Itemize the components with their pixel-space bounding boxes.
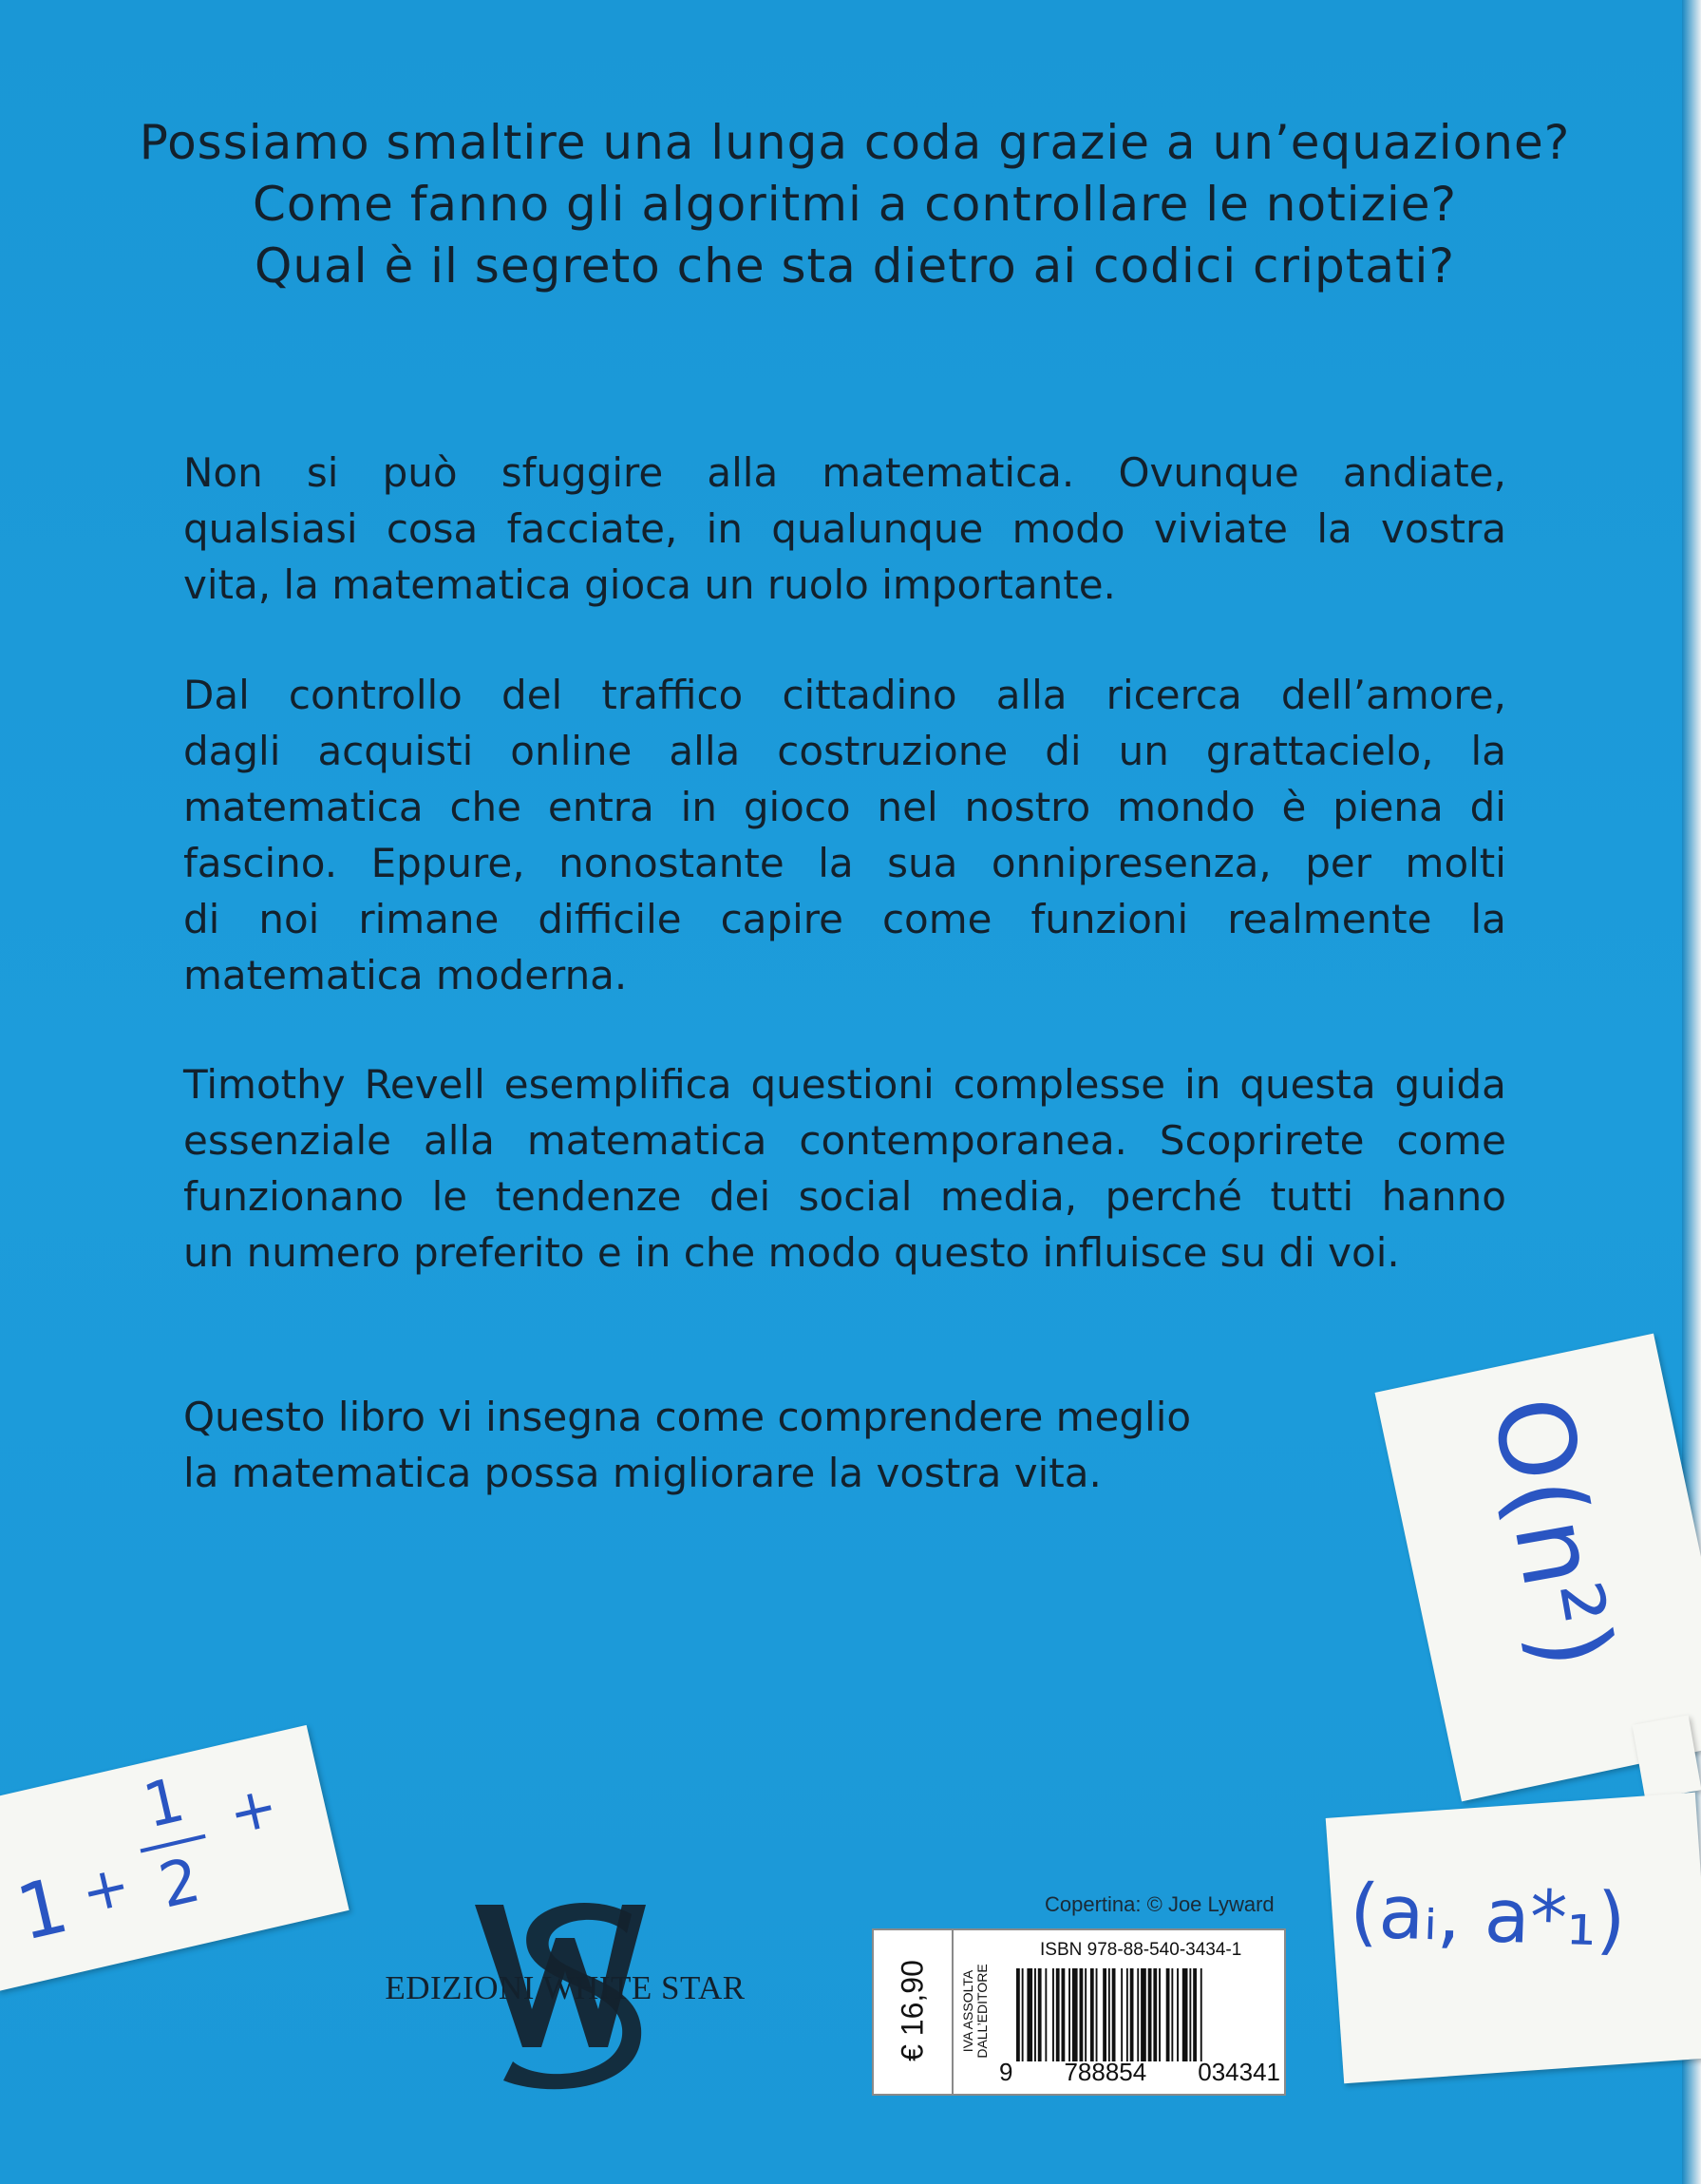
blurb-word: tendenze — [495, 1173, 682, 1220]
blurb-line: vita, la matematica gioca un ruolo importante. — [183, 561, 1116, 608]
blurb-word: alla — [669, 728, 741, 774]
blurb-word: per — [1305, 840, 1372, 886]
barcode-bar — [1056, 1968, 1060, 2061]
blurb-word: alla — [424, 1117, 495, 1164]
blurb-line — [183, 445, 1506, 501]
blurb-word: gioco — [743, 784, 851, 830]
question-line: Qual è il segreto che sta dietro ai codici criptati? — [255, 238, 1455, 294]
barcode-bar — [1137, 1968, 1139, 2061]
blurb-word: facciate, — [506, 505, 678, 552]
blurb-word: difficile — [538, 896, 682, 942]
blurb-word: cittadino — [782, 672, 957, 718]
barcode-bar — [1141, 1968, 1146, 2061]
blurb-word: alla — [995, 672, 1068, 718]
blurb-word: sfuggire — [501, 449, 664, 496]
barcode-bar — [1148, 1968, 1152, 2061]
blurb-word: molti — [1405, 840, 1506, 886]
blurb-word: qualunque — [771, 505, 984, 552]
question-line: Come fanno gli algoritmi a controllare le notizie? — [252, 177, 1458, 232]
blurb-line — [183, 835, 1506, 891]
blurb-word: fascino. — [183, 840, 338, 886]
blurb-word: matematica — [183, 784, 424, 830]
barcode-bar — [1016, 1968, 1020, 2061]
blurb-word: nonostante — [558, 840, 784, 886]
barcode-bar — [1038, 1968, 1042, 2061]
blurb-word: perché — [1105, 1173, 1242, 1220]
barcode-bar — [1062, 1968, 1066, 2061]
blurb-word: online — [510, 728, 633, 774]
ean-lead-digit: 9 — [999, 2058, 1013, 2086]
blurb-word: un — [1118, 728, 1169, 774]
barcode-bar — [1090, 1968, 1094, 2061]
blurb-word: acquisti — [317, 728, 474, 774]
ean-left-group: 788854 — [1064, 2058, 1147, 2086]
blurb-line: matematica moderna. — [183, 952, 628, 998]
blurb-word: la — [818, 840, 854, 886]
isbn: ISBN 978-88-540-3434-1 — [1040, 1940, 1242, 1960]
barcode-bar — [1045, 1968, 1047, 2061]
blurb-word: entra — [547, 784, 654, 830]
blurb-word: la — [1470, 728, 1506, 774]
barcode-bars — [1016, 1968, 1280, 2061]
barcode-label — [872, 1928, 1286, 2096]
note-series-plus: + — [74, 1852, 137, 1928]
blurb-line — [183, 723, 1506, 779]
barcode-bar — [1068, 1968, 1070, 2061]
blurb-word: Dal — [183, 672, 250, 718]
blurb-word: la — [1316, 505, 1352, 552]
note-series-one: 1 — [9, 1860, 76, 1958]
price: € 16,90 — [895, 1960, 930, 2061]
blurb-word: di — [1469, 784, 1506, 830]
blurb-word: funzioni — [1030, 896, 1189, 942]
blurb-word: dagli — [183, 728, 281, 774]
barcode-bar — [1052, 1968, 1054, 2061]
publisher-logo — [361, 1895, 769, 2095]
question-line: Possiamo smaltire una lunga coda grazie a un’equazione? — [139, 115, 1571, 170]
blurb-word: hanno — [1381, 1173, 1506, 1220]
blurb-paragraph-1 — [183, 445, 1506, 613]
blurb-word: può — [382, 449, 458, 496]
blurb-word: in — [706, 505, 743, 552]
blurb-word: questioni — [750, 1061, 935, 1108]
blurb-word: come — [881, 896, 992, 942]
blurb-word: si — [306, 449, 339, 496]
blurb-line: un numero preferito e in che modo questo influisce su di voi. — [183, 1229, 1400, 1276]
blurb-line: Questo libro vi insegna come comprendere meglio — [183, 1394, 1192, 1440]
blurb-word: tutti — [1270, 1173, 1354, 1220]
blurb-paragraph-4 — [183, 1389, 1506, 1501]
barcode-bar — [1193, 1968, 1197, 2061]
vat-note: IVA ASSOLTA DALL’EDITORE — [960, 1964, 990, 2059]
blurb-word: qualsiasi — [183, 505, 358, 552]
blurb-word: guida — [1394, 1061, 1506, 1108]
ean-right-group: 034341 — [1198, 2058, 1280, 2086]
blurb-line: la matematica possa migliorare la vostra vita. — [183, 1450, 1102, 1496]
barcode-bar — [1200, 1968, 1202, 2061]
blurb-word: questa — [1239, 1061, 1376, 1108]
blurb-word: essenziale — [183, 1117, 392, 1164]
blurb-word: come — [1396, 1117, 1506, 1164]
blurb-word: che — [449, 784, 521, 830]
blurb-word: dei — [709, 1173, 771, 1220]
barcode-bar — [1112, 1968, 1116, 2061]
note-series-half-den: 2 — [153, 1845, 207, 1923]
blurb-word: in — [680, 784, 717, 830]
blurb-word: Non — [183, 449, 263, 496]
blurb-word: Scoprirete — [1159, 1117, 1365, 1164]
ean-digits — [999, 2058, 1280, 2087]
blurb-word: funzionano — [183, 1173, 405, 1220]
blurb-word: esemplifica — [503, 1061, 732, 1108]
blurb-word: social — [798, 1173, 913, 1220]
barcode-bar — [1189, 1968, 1191, 2061]
blurb-word: piena — [1332, 784, 1444, 830]
barcode-bar — [1080, 1968, 1084, 2061]
blurb-word: sua — [887, 840, 958, 886]
barcode-bar — [1166, 1968, 1170, 2061]
blurb-line — [183, 779, 1506, 835]
blurb-word: le — [431, 1173, 468, 1220]
barcode-bar — [1182, 1968, 1188, 2061]
blurb-line — [183, 1112, 1506, 1168]
blurb-word: ricerca — [1106, 672, 1242, 718]
publisher-name: EDIZIONI WHITE STAR — [385, 1969, 746, 2006]
blurb-word: del — [501, 672, 563, 718]
barcode-bar — [1121, 1968, 1123, 2061]
blurb-paragraph-2 — [183, 667, 1506, 1003]
blurb-line — [183, 891, 1506, 947]
note-fragment — [1633, 1715, 1701, 1799]
blurb-word: Ovunque — [1118, 449, 1299, 496]
blurb-word: matematica — [526, 1117, 767, 1164]
note-tuple — [1326, 1793, 1701, 2084]
blurb-word: noi — [258, 896, 320, 942]
blurb-word: alla — [707, 449, 779, 496]
barcode-bar — [1034, 1968, 1036, 2061]
price-panel — [874, 1930, 954, 2094]
blurb-word: realmente — [1227, 896, 1432, 942]
barcode-bar — [1096, 1968, 1098, 2061]
blurb-word: vostra — [1381, 505, 1506, 552]
blurb-word: di — [1045, 728, 1082, 774]
teaser-questions — [85, 112, 1624, 297]
blurb-word: onnipresenza, — [991, 840, 1272, 886]
blurb-word: viviate — [1153, 505, 1289, 552]
blurb-word: controllo — [288, 672, 463, 718]
blurb-word: grattacielo, — [1205, 728, 1434, 774]
blurb-word: traffico — [601, 672, 744, 718]
blurb-word: capire — [720, 896, 843, 942]
barcode-bar — [1072, 1968, 1078, 2061]
blurb-word: dell’amore, — [1280, 672, 1506, 718]
blurb-word: contemporanea. — [799, 1117, 1127, 1164]
note-series-half-num: 1 — [137, 1765, 191, 1843]
note-tuple-text: (aᵢ, a*₁) — [1348, 1869, 1628, 1965]
blurb-word: nel — [877, 784, 938, 830]
barcode-bar — [1085, 1968, 1087, 2061]
blurb-word: matematica. — [822, 449, 1075, 496]
blurb-word: rimane — [358, 896, 500, 942]
blurb-line — [183, 667, 1506, 723]
barcode-bar — [1177, 1968, 1179, 2061]
barcode-bar — [1103, 1968, 1106, 2061]
note-series-plus-2: + — [222, 1772, 284, 1849]
blurb-word: mondo — [1117, 784, 1256, 830]
blurb-word: Eppure, — [370, 840, 525, 886]
barcode-bar — [1153, 1968, 1157, 2061]
blurb-word: complesse — [953, 1061, 1166, 1108]
blurb-word: costruzione — [777, 728, 1009, 774]
blurb-word: di — [183, 896, 220, 942]
barcode-bar — [1126, 1968, 1128, 2061]
blurb-word: Revell — [364, 1061, 485, 1108]
cover-credit: Copertina: © Joe Lyward — [1045, 1892, 1275, 1916]
blurb-word: Timothy — [183, 1061, 346, 1108]
blurb-word: è — [1281, 784, 1307, 830]
barcode-bar — [1027, 1968, 1032, 2061]
blurb-word: modo — [1011, 505, 1125, 552]
blurb-paragraph-3 — [183, 1056, 1506, 1281]
blurb-word: nostro — [964, 784, 1091, 830]
blurb-line — [183, 1056, 1506, 1112]
note-big-o-text: O(n²) — [1468, 1388, 1636, 1678]
barcode-bar — [1171, 1968, 1173, 2061]
barcode-bar — [1159, 1968, 1161, 2061]
barcode-bar — [1130, 1968, 1134, 2061]
blurb-line — [183, 501, 1506, 557]
blurb-line — [183, 1168, 1506, 1225]
barcode-bar — [1022, 1968, 1024, 2061]
blurb-word: cosa — [386, 505, 479, 552]
blurb-word: in — [1184, 1061, 1221, 1108]
barcode-bar — [1108, 1968, 1110, 2061]
blurb-word: andiate, — [1342, 449, 1506, 496]
blurb-word: la — [1470, 896, 1506, 942]
blurb-word: media, — [939, 1173, 1078, 1220]
